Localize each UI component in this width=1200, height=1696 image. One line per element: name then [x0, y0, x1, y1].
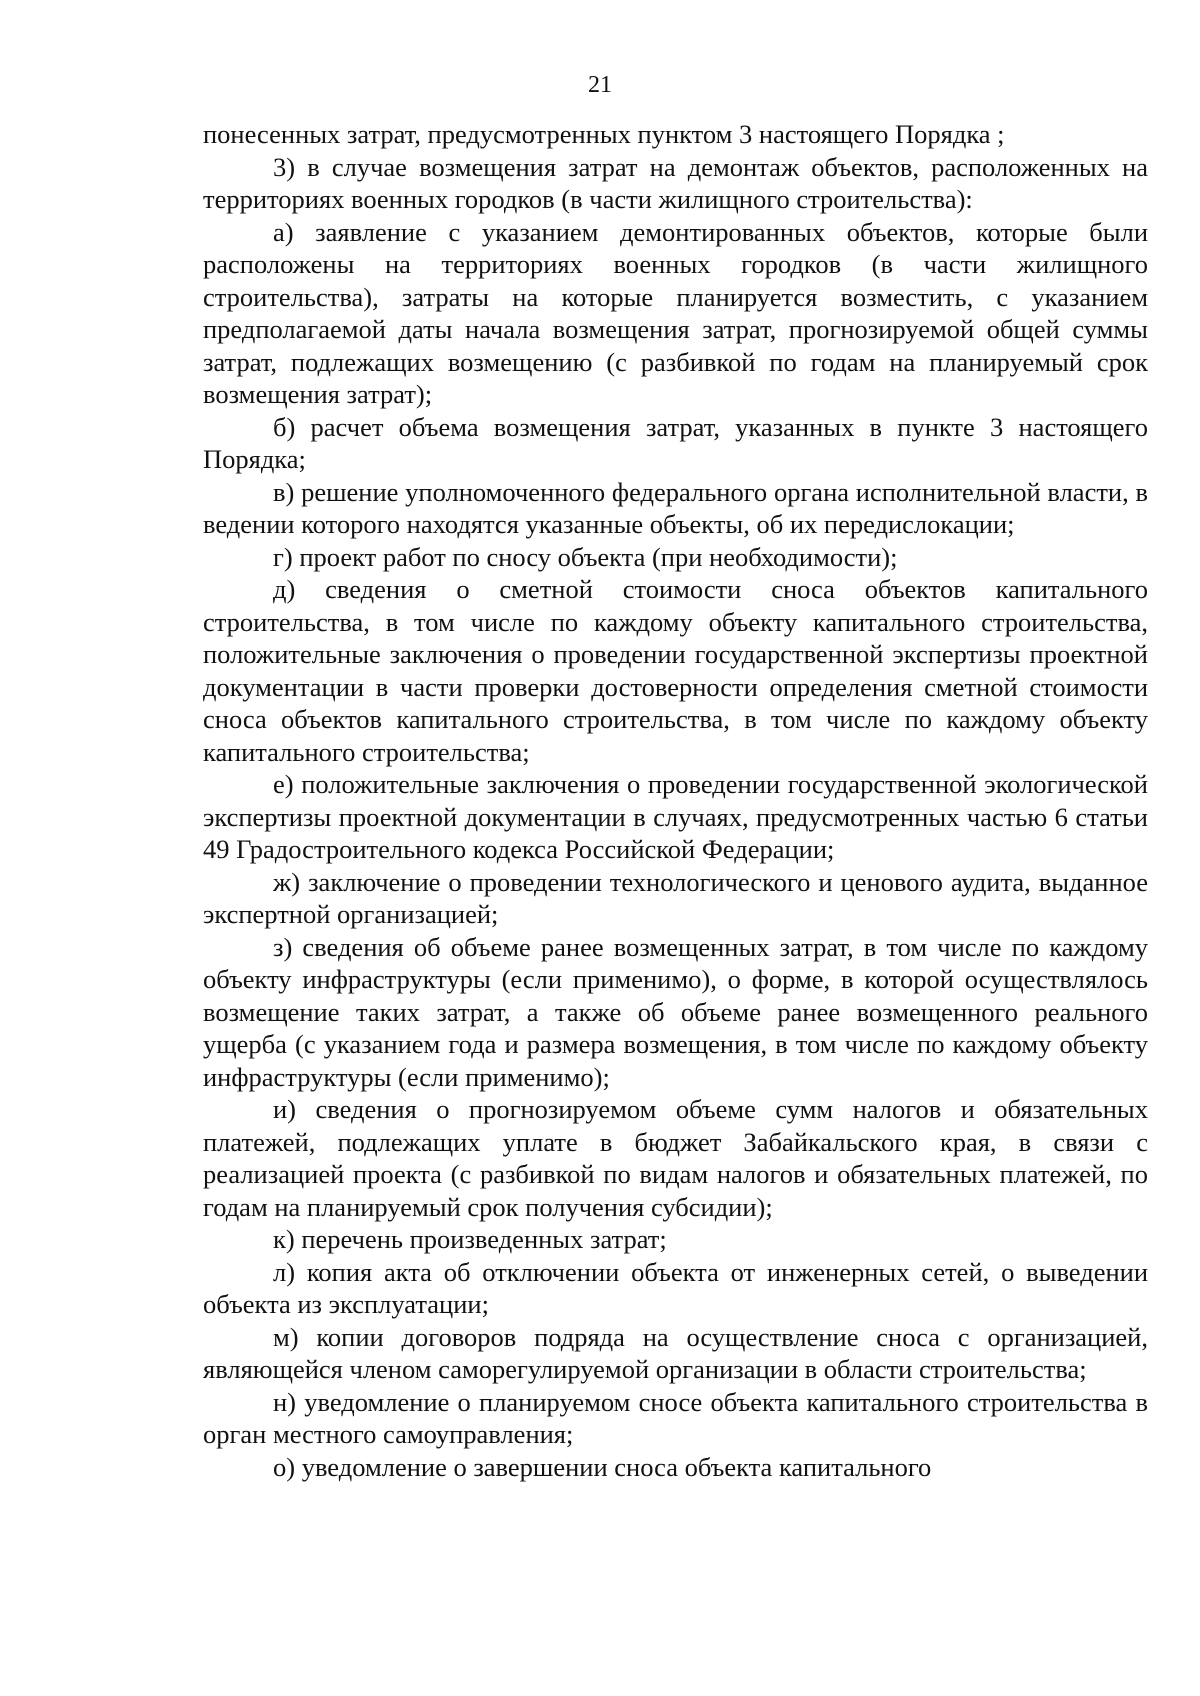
paragraph-item-i: и) сведения о прогнозируемом объеме сумм налогов и обязательных платежей, подлежащих уплате в бюджет Забайкальского края, в связи с реализацией проекта (с разбивкой по видам налогов и обязательных платежей, по годам на планируемый срок получения субсидии);	[203, 1094, 1148, 1222]
paragraph-item-z: з) сведения об объеме ранее возмещенных затрат, в том числе по каждому объекту инфраструктуры (если применимо), о форме, в которой осуществлялось возмещение таких затрат, а также об объеме ранее возмещенного реального ущерба (с указанием года и размера возмещения, в том числе по каждому объекту инфраструктуры (если применимо);	[203, 931, 1148, 1092]
paragraph-item-zh: ж) заключение о проведении технологического и ценового аудита, выданное экспертной организацией;	[203, 866, 1148, 929]
paragraph-item-g: г) проект работ по сносу объекта (при необходимости);	[273, 541, 898, 572]
document-body	[203, 118, 1148, 1483]
paragraph-item-a: а) заявление с указанием демонтированных объектов, которые были расположены на территориях военных городков (в части жилищного строительства), затраты на которые планируется возместить, с указанием предполагаемой даты начала возмещения затрат, прогнозируемой общей суммы затрат, подлежащих возмещению (с разбивкой по годам на планируемый срок возмещения затрат);	[203, 216, 1148, 409]
paragraph-item-m: м) копии договоров подряда на осуществление сноса с организацией, являющейся членом саморегулируемой организации в области строительства;	[203, 1321, 1148, 1384]
paragraph-item-k: к) перечень произведенных затрат;	[273, 1224, 667, 1254]
paragraph-item-n: н) уведомление о планируемом сносе объекта капитального строительства в орган местного самоуправления;	[203, 1386, 1148, 1449]
paragraph-item-e: е) положительные заключения о проведении государственной экологической экспертизы проектной документации в случаях, предусмотренных частью 6 статьи 49 Градостроительного кодекса Российской Федерации;	[203, 769, 1148, 864]
paragraph-item-l: л) копия акта об отключении объекта от инженерных сетей, о выведении объекта из эксплуатации;	[203, 1256, 1148, 1319]
paragraph-item-3: 3) в случае возмещения затрат на демонтаж объектов, расположенных на территориях военных городков (в части жилищного строительства):	[203, 151, 1148, 214]
paragraph-continuation: понесенных затрат, предусмотренных пунктом 3 настоящего Порядка ;	[203, 119, 1005, 149]
page-number: 21	[588, 72, 612, 98]
paragraph-item-d: д) сведения о сметной стоимости сноса объектов капитального строительства, в том числе по каждому объекту капитального строительства, положительные заключения о проведении государственной экспертизы проектной документации в части проверки достоверности определения сметной стоимости сноса объектов капитального строительства, в том числе по каждому объекту капитального строительства;	[203, 574, 1148, 767]
paragraph-item-v: в) решение уполномоченного федерального органа исполнительной власти, в ведении которого находятся указанные объекты, об их передислокации;	[203, 476, 1148, 539]
paragraph-item-b: б) расчет объема возмещения затрат, указанных в пункте 3 настоящего Порядка;	[203, 411, 1148, 474]
paragraph-item-o: о) уведомление о завершении сноса объекта капитального	[273, 1451, 932, 1482]
